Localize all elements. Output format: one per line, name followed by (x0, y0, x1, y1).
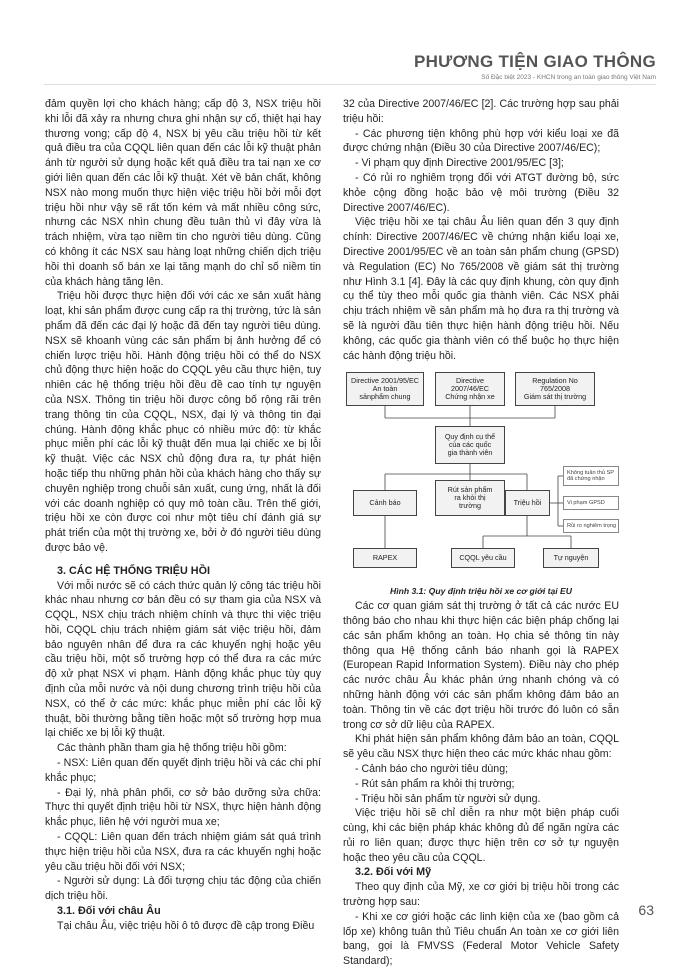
paragraph: Các thành phần tham gia hệ thống triệu hồi gồm: (57, 742, 287, 755)
box-authority-request: CQQL yêu cầu (451, 548, 515, 568)
paragraph: Theo quy định của Mỹ, xe cơ giới bị triệu hồi trong các trường hợp sau: (343, 881, 619, 909)
list-item: - Vi phạm quy định Directive 2001/95/EC [3]; (355, 157, 564, 170)
box-voluntary: Tự nguyện (543, 548, 599, 568)
figure-caption: Hình 3.1: Quy định triệu hồi xe cơ giới tại EU (389, 586, 572, 597)
box-recall: Triệu hồi (505, 490, 550, 516)
box-withdraw: Rút sản phẩm ra khỏi thị trường (435, 480, 505, 516)
paragraph: 32 của Directive 2007/46/EC [2]. Các trường hợp sau phải triệu hồi: (343, 98, 619, 125)
box-regulation-765: Regulation No 765/2008 Giám sát thị trường (515, 372, 595, 406)
list-item: - Đại lý, nhà phân phối, cơ sở bảo dưỡng sửa chữa: Thực thi quyết định triệu hồi từ NSX, thực hiện hành động khắc phục, liên hệ với người mua xe; (45, 786, 321, 829)
header-divider (44, 84, 656, 85)
paragraph: Việc triệu hồi sẽ chỉ diễn ra như một biện pháp cuối cùng, khi các biện pháp khác không đủ để ngăn ngừa các rủi ro liên quan; được thực hiện trên cơ sở tự nguyện hoặc theo yêu cầu của CQQL. (343, 807, 619, 864)
box-rapex: RAPEX (353, 548, 417, 568)
paragraph: Các cơ quan giám sát thị trường ở tất cả các nước EU thông báo cho nhau khi thực hiện các biện pháp chống lại các sản phẩm không an toàn. Họ chia sẻ thông tin này thông qua Hệ thống cảnh báo nhanh gọi là RAPEX (European Rapid Information System). Điều này cho phép các nước châu Âu khác phản ứng nhanh chóng và có những hành động với các sản phẩm không đảm bảo an toàn. Thông tin về các đợt triệu hồi trước đó luôn có sẵn trong cơ sở dữ liệu của RAPEX. (343, 600, 619, 731)
journal-subtitle: Số Đặc biệt 2023 - KHCN trong an toàn giao thông Việt Nam (481, 74, 656, 81)
page-number: 63 (638, 902, 654, 918)
right-column (343, 97, 619, 969)
eu-recall-diagram (343, 368, 619, 582)
paragraph: Việc triệu hồi xe tại châu Âu liên quan đến 3 quy định chính: Directive 2007/46/EC về chứng nhận kiểu loại xe, Directive 2001/95/EC về an toàn sản phẩm chung (GPSD) và Regulation (EC) No 765/2008 về giám sát thị trường như Hình 3.1 [4]. Đây là các quy định khung, còn quy định cụ thể tùy theo mỗi quốc gia thành viên. Các NSX phải chịu trách nhiệm về sản phẩm mà họ đưa ra thị trường và sẽ là người đầu tiên thực hiện hành động triệu hồi. Nếu không, các quốc gia thành viên có thể buộc họ thực hiện các hành động triệu hồi. (343, 216, 619, 362)
paragraph: Với mỗi nước sẽ có cách thức quản lý công tác triệu hồi khác nhau nhưng cơ bản đều có sự tham gia của NSX và CQQL, NSX chịu trách nhiệm chính và thực thi việc triệu hồi, CQQL chịu trách nhiệm giám sát việc triệu hồi, đảm bảo nguyên nhân để đưa ra các khuyến nghị hoặc yêu cầu triệu hồi, một số trường hợp có thể đưa ra các mức độ xử phạt NSX vi phạm. Hành động khắc phục tùy quy định của mỗi nước và nội dung chương trình triệu hồi của NSX, có thể ở các mức: khắc phục miễn phí các lỗi kỹ thuật, bồi thường bằng tiền hoặc một số trường hợp mua lại chiếc xe bị lỗi kỹ thuật. (45, 579, 321, 740)
box-gpsd-violation: Vi phạm GPSD (563, 496, 619, 510)
subsection-heading: 3.2. Đối với Mỹ (355, 866, 432, 879)
box-serious-risk: Rủi ro nghiêm trọng (563, 519, 619, 533)
list-item: - Có rủi ro nghiêm trọng đối với ATGT đường bộ, sức khỏe cộng đồng hoặc bảo vệ môi trường (Điều 32 Directive 2007/46/EC). (343, 171, 619, 214)
list-item: - Cảnh báo cho người tiêu dùng; (355, 762, 509, 775)
paragraph: Tại châu Âu, việc triệu hồi ô tô được đề cập trong Điều (57, 919, 315, 932)
list-item: - Khi xe cơ giới hoặc các linh kiện của xe (bao gồm cả lốp xe) không tuân thủ Tiêu chuẩn An toàn xe cơ giới liên bang, gọi là FMVSS (Federal Motor Vehicle Safety Standard); (343, 910, 619, 968)
box-member-states: Quy định cụ thể của các quốc gia thành viên (435, 426, 505, 464)
left-column (45, 97, 321, 934)
subsection-heading: 3.1. Đối với châu Âu (57, 905, 161, 918)
list-item: - Các phương tiện không phù hợp với kiểu loại xe đã được chứng nhận (Điều 30 của Directive 2007/46/EC); (343, 127, 619, 155)
journal-title: PHƯƠNG TIỆN GIAO THÔNG (413, 52, 656, 71)
paragraph: Triệu hồi được thực hiện đối với các xe sản xuất hàng loạt, khi sản phẩm được cung cấp ra thị trường, tức là sản phẩm đã đến các đại lý hoặc đã đến tay người tiêu dùng. NSX sẽ khoanh vùng các sản phẩm bị ảnh hưởng để có chiến lược triệu hồi. Hành động triệu hồi có thể do NSX chủ động thực hiện hoặc do CQQL yêu cầu thực hiện, tuy nhiên các hệ thống triệu hồi đều đề cao tính tự nguyện của NSX. Thông tin triệu hồi được công bố rộng rãi trên trang thông tin của CQQL, NSX, đại lý và thông tin đại chúng. Hành động khắc phục có nhiều mức độ: từ khắc phục miễn phí các lỗi kỹ thuật đến mua lại chiếc xe bị lỗi kỹ thuật. Việc các NSX chủ động đưa ra, tự phát hiện hoặc tiếp thu những phản hồi của khách hàng cho thấy sự chuyên nghiệp trong chuỗi sản xuất, cung ứng, nhất là đối với các doanh nghiệp có quy mô toàn cầu. Trên thế giới, triệu hồi xe còn được coi như một tiêu chí đánh giá sự phát triển của một thị trường xe, bởi ở đó người tiêu dùng được bảo vệ. (45, 290, 321, 554)
box-directive-2007: Directive 2007/46/EC Chứng nhận xe (435, 372, 505, 406)
box-directive-2001: Directive 2001/95/EC An toàn sảnphẩm chung (346, 372, 424, 406)
box-nonconforming: Không tuân thủ SP đã chứng nhận (563, 466, 619, 486)
section-heading: 3. CÁC HỆ THỐNG TRIỆU HỒI (57, 564, 210, 577)
list-item: - Triệu hồi sản phẩm từ người sử dụng. (355, 792, 541, 805)
paragraph: Khi phát hiện sản phẩm không đảm bảo an toàn, CQQL sẽ yêu cầu NSX thực hiện theo các mức khác nhau gồm: (343, 733, 619, 761)
paragraph: đảm quyền lợi cho khách hàng; cấp độ 3, NSX triệu hồi khi lỗi đã xảy ra nhưng chưa ghi nhận sự cố, thiệt hại hay thương vong; cấp độ 4, NSX bị yêu cầu triệu hồi từ kết quả điều tra của CQQL liên quan đến các lỗi kỹ thuật phản ánh từ người sử dụng hoặc kết quả điều tra tai nạn xe cơ giới liên quan đến các lỗi kỹ thuật. Xét về bản chất, không NSX nào mong muốn thực hiện việc triệu hồi bởi mỗi đợt triệu hồi như vậy sẽ rất tốn kém và mất nhiều công sức, nhưng các NSX nhìn chung đều tuân thủ vì đây vừa là trách nhiệm, vừa tạo niềm tin cho người tiêu dùng. Cũng có không ít các NSX sau hàng loạt những chiến dịch triệu hồi thì doanh số bán xe lại tăng mạnh do chỉ số niềm tin của khách hàng tăng lên. (45, 98, 321, 288)
list-item: - CQQL: Liên quan đến trách nhiệm giám sát quá trình thực hiện triệu hồi của NSX, đưa ra các khuyến nghị hoặc yêu cầu triệu hồi đối với NSX; (45, 831, 321, 873)
list-item: - Rút sản phẩm ra khỏi thị trường; (355, 777, 515, 790)
box-warning: Cảnh báo (353, 490, 417, 516)
list-item: - Người sử dụng: Là đối tượng chịu tác động của chiến dịch triệu hồi. (45, 875, 321, 903)
list-item: - NSX: Liên quan đến quyết định triệu hồi và các chi phí khắc phục; (45, 757, 321, 784)
